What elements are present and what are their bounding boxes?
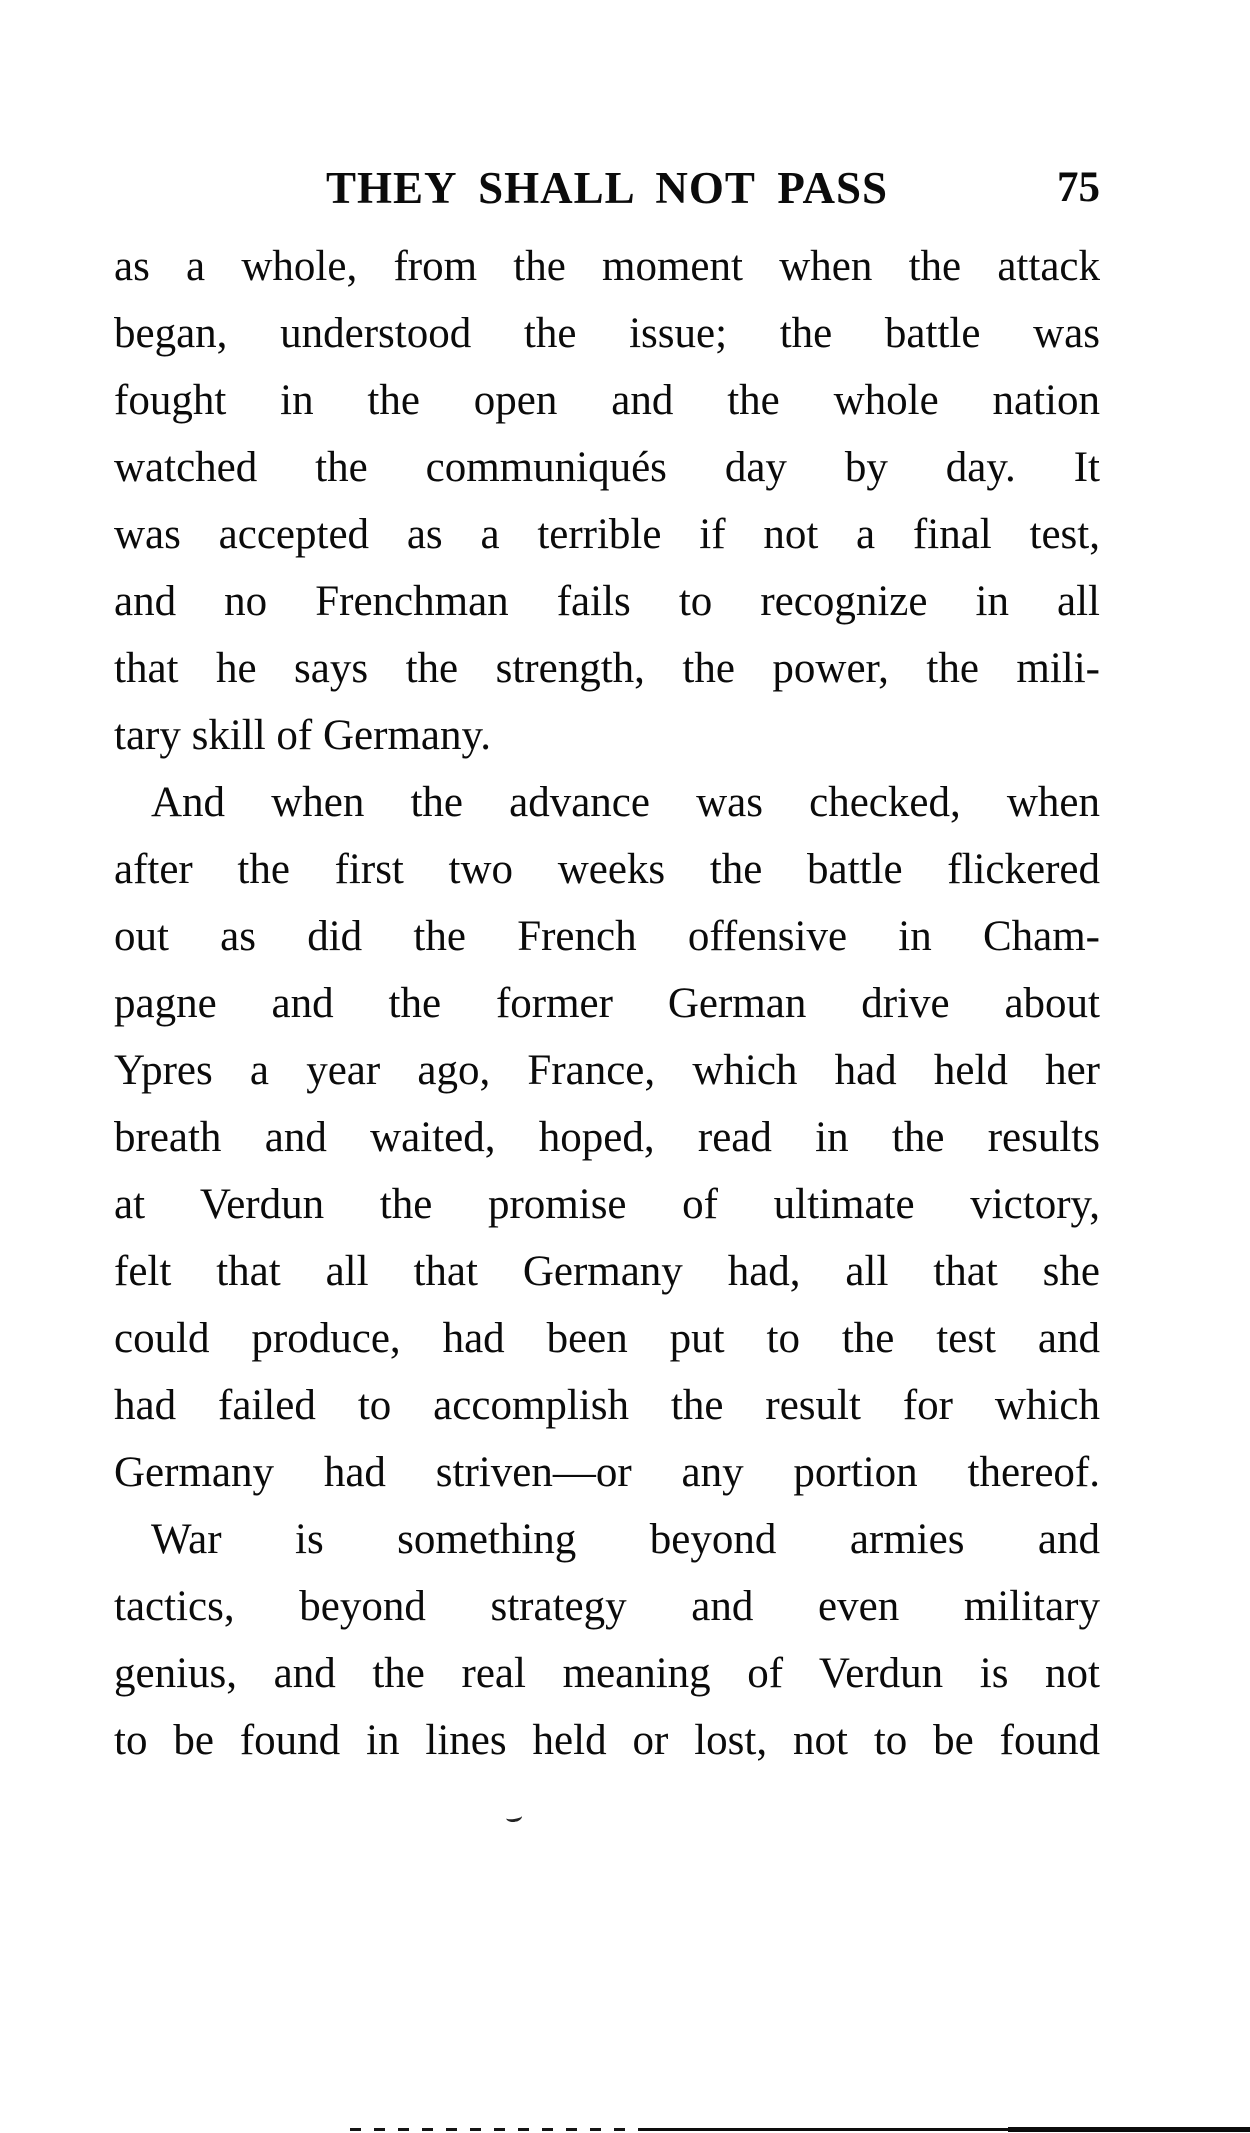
text-line: genius, and the real meaning of Verdun is not xyxy=(114,1650,1100,1697)
text-line: could produce, had been put to the test and xyxy=(114,1315,1100,1362)
scan-artifact-line xyxy=(0,2125,1250,2133)
text-line: tactics, beyond strategy and even military xyxy=(114,1583,1100,1630)
text-line: began, understood the issue; the battle was xyxy=(114,310,1100,357)
scan-artifact-line-solid xyxy=(640,2128,1012,2131)
text-line: at Verdun the promise of ultimate victory, xyxy=(114,1181,1100,1228)
text-line: pagne and the former German drive about xyxy=(114,980,1100,1027)
text-line: after the first two weeks the battle flickered xyxy=(114,846,1100,893)
text-line: And when the advance was checked, when xyxy=(151,779,1100,826)
scan-artifact-line-solid xyxy=(1008,2127,1250,2132)
text-line: tary skill of Germany. xyxy=(114,712,491,759)
text-line: breath and waited, hoped, read in the results xyxy=(114,1114,1100,1161)
text-line: Germany had striven—or any portion thereof. xyxy=(114,1449,1100,1496)
text-line: that he says the strength, the power, the mili- xyxy=(114,645,1100,692)
text-line: watched the communiqués day by day. It xyxy=(114,444,1100,491)
running-head xyxy=(114,158,1100,218)
text-line: had failed to accomplish the result for which xyxy=(114,1382,1100,1429)
text-line: fought in the open and the whole nation xyxy=(114,377,1100,424)
page-number: 75 xyxy=(1057,164,1100,211)
text-line: was accepted as a terrible if not a final test, xyxy=(114,511,1100,558)
scan-artifact-mark xyxy=(505,1811,522,1823)
text-line: out as did the French offensive in Cham- xyxy=(114,913,1100,960)
body-text xyxy=(114,233,1100,1774)
text-line: and no Frenchman fails to recognize in all xyxy=(114,578,1100,625)
text-line: to be found in lines held or lost, not to be found xyxy=(114,1717,1100,1764)
text-line: felt that all that Germany had, all that she xyxy=(114,1248,1100,1295)
text-line: War is something beyond armies and xyxy=(151,1516,1100,1563)
scan-artifact-line-dashes xyxy=(350,2128,642,2131)
text-line: as a whole, from the moment when the attack xyxy=(114,243,1100,290)
text-line: Ypres a year ago, France, which had held her xyxy=(114,1047,1100,1094)
chapter-title: THEY SHALL NOT PASS xyxy=(325,163,889,213)
